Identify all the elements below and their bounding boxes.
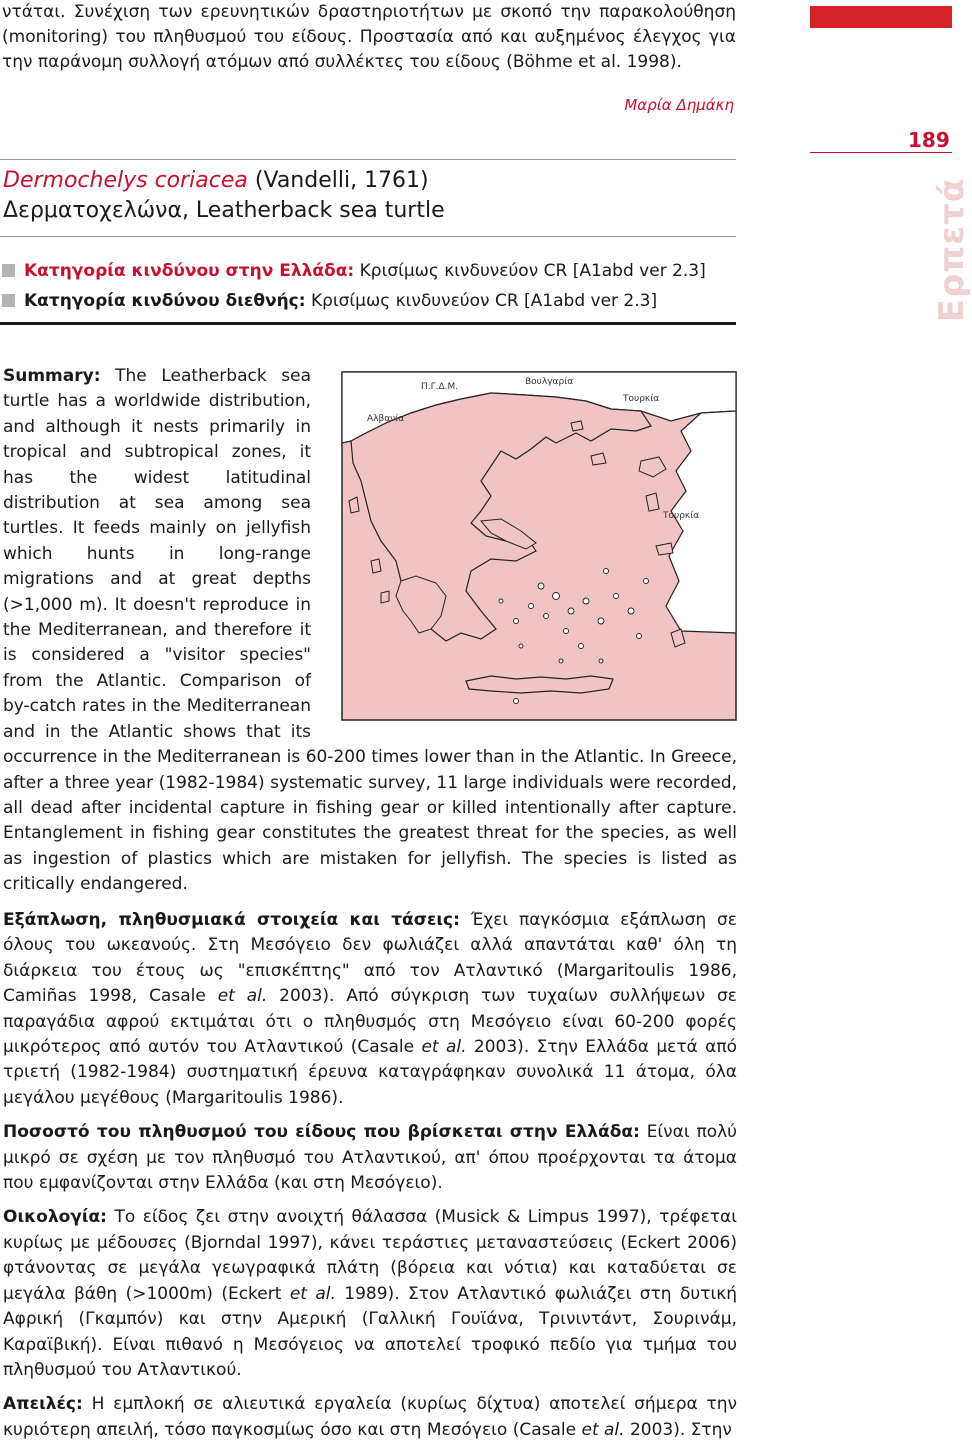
category-greece bbox=[2, 259, 706, 283]
map-float-spacer bbox=[349, 371, 737, 733]
etal: et al. bbox=[421, 1037, 467, 1058]
threats-text-1: Η εμπλοκή σε αλιευτικά εργαλεία (κυρίως δίχτυα) αποτελεί σήμερα την κυριότερη απειλή, τόσο παγκοσμίως όσο και στη Μεσόγειο (Casale bbox=[3, 1394, 737, 1440]
common-names: Δερματοχελώνα, Leatherback sea turtle bbox=[3, 198, 445, 223]
title-top-rule bbox=[0, 159, 736, 160]
ecology-paragraph bbox=[3, 1205, 737, 1383]
distribution-label: Εξάπλωση, πληθυσμιακά στοιχεία και τάσεις: bbox=[3, 910, 460, 930]
summary-label: Summary: bbox=[3, 366, 101, 386]
category-international-value: Κρισίμως κινδυνεύον CR [A1abd ver 2.3] bbox=[310, 291, 658, 311]
title-bottom-rule bbox=[0, 236, 736, 237]
threats-paragraph bbox=[3, 1392, 737, 1443]
square-bullet-icon bbox=[2, 294, 15, 307]
percentage-text: Είναι πολύ μικρό σε σχέση με τον πληθυσμό του Ατλαντικού, απ' όπου προέρχονται τα άτομα που εμφανίζονται στην Ελλάδα (και στη Μεσόγειο). bbox=[3, 1122, 737, 1194]
map-label-albania: Αλβανία bbox=[367, 414, 405, 424]
distribution-text-1: Έχει παγκόσμια εξάπλωση σε όλους του ωκεανούς. Στη Μεσόγειο δεν φωλιάζει αλλά απαντάται καθ' όλη τη διάρκεια του έτους ως "επισκέπτης" από τον Ατλαντικό (Margaritoulis 1986, Camiñas 1998, Casale bbox=[3, 910, 737, 1007]
category-international-label: Κατηγορία κινδύνου διεθνής: bbox=[24, 291, 306, 311]
scientific-name: Dermochelys coriacea bbox=[3, 168, 248, 193]
etal: et al. bbox=[217, 986, 268, 1007]
etal: et al. bbox=[581, 1419, 625, 1440]
summary-text: The Leatherback sea turtle has a worldwide distribution, and although it nests primarily in tropical and subtropical zones, it has the widest latitudinal distribution at sea among sea turtles. It feeds mainly on jellyfish which hunts in long-range migrations and at great depths (>1,000 m). It doesn't reproduce in the Mediterranean, and therefore it is considered a "visitor species" from the Atlantic. Comparison of by-catch rates in the Mediterranean and in the Atlantic shows that its occurrence in the Mediterranean is 60-200 times lower than in the Atlantic. In Greece, after a three year (1982-1984) systematic survey, 11 large individuals were recorded, all dead after incidental capture in fishing gear or killed intentionally after capture. Entanglement in fishing gear constitutes the greatest threat for the species, as well as ingestion of plastics which are mistaken for jellyfish. The species is listed as critically endangered. bbox=[3, 366, 737, 895]
species-authority: (Vandelli, 1761) bbox=[254, 168, 429, 193]
species-title bbox=[3, 167, 429, 195]
page-number: 189 bbox=[908, 128, 950, 152]
category-greece-value: Κρισίμως κινδυνεύον CR [A1abd ver 2.3] bbox=[359, 261, 706, 281]
author-name: Μαρία Δημάκη bbox=[624, 96, 734, 114]
category-rule bbox=[0, 322, 736, 325]
percentage-label: Ποσοστό του πληθυσμού του είδους που βρίσκεται στην Ελλάδα: bbox=[3, 1122, 640, 1143]
body-sections bbox=[3, 908, 737, 1452]
threats-text-2: 2003). Στην bbox=[624, 1419, 732, 1440]
category-greece-label: Κατηγορία κινδύνου στην Ελλάδα: bbox=[24, 261, 355, 281]
map-label-turkey-north: Τουρκία bbox=[623, 394, 660, 404]
ecology-text-1: Το είδος ζει στην ανοιχτή θάλασσα (Musick & Limpus 1997), τρέφεται κυρίως με μέδουσες (Bjorndal 1997), κάνει τεράστιες μεταναστεύσεις (Eckert 2006) φτάνοντας σε μεγάλα γεωγραφικά πλάτη (βόρεια και νότια) και καταδύεται σε μεγάλα βάθη (>1000m) (Eckert bbox=[3, 1207, 737, 1304]
ecology-text-2: 1989). Στον Ατλαντικό φωλιάζει στη δυτική Αφρική (Γκαμπόν) και στην Αμερική (Γαλλική Γουϊάνα, Τρινιντάντ, Σουρινάμ, Καραϊβική). Είναι πιθανό η Μεσόγειος να αποτελεί τροφικό πεδίο για τμήμα του πληθυσμού του Ατλαντικού. bbox=[3, 1283, 737, 1380]
category-international bbox=[2, 289, 657, 313]
threats-label: Απειλές: bbox=[3, 1394, 83, 1415]
distribution-text-2: 2003). Από σύγκριση των τυχαίων συλλήψεων σε παραγάδια αφρού εκτιμάται ότι ο πληθυσμός στη Μεσόγειο είναι 60-200 φορές μικρότερος από αυτόν του Ατλαντικού (Casale bbox=[3, 986, 737, 1058]
distribution-paragraph bbox=[3, 908, 737, 1111]
map-label-fyrom: Π.Γ.Δ.Μ. bbox=[421, 382, 459, 392]
percentage-paragraph bbox=[3, 1120, 737, 1196]
square-bullet-icon bbox=[2, 264, 15, 277]
summary-paragraph bbox=[3, 364, 737, 898]
etal: et al. bbox=[289, 1283, 336, 1304]
map-label-turkey-east: Τουρκία bbox=[663, 511, 700, 521]
header-red-bar bbox=[810, 6, 952, 28]
intro-paragraph: ντάται. Συνέχιση των ερευνητικών δραστηριοτήτων με σκοπό την παρακολούθηση (monitoring) του πληθυσμού του είδους. Προστασία από και αυξημένος έλεγχος για την παράνομη συλλογή ατόμων από συλλέκτες του είδους (Böhme et al. 1998). bbox=[2, 2, 736, 72]
map-label-bulgaria: Βουλγαρία bbox=[525, 377, 574, 387]
section-label: Ερπετά bbox=[932, 177, 972, 323]
page-number-rule bbox=[810, 152, 952, 153]
distribution-text-3: 2003). Στην Ελλάδα μετά από τριετή (1982-1984) συστηματική έρευνα καταγράφηκαν συνολικά 11 άτομα, όλα μεγάλου μεγέθους (Margaritoulis 1986). bbox=[3, 1037, 738, 1108]
ecology-label: Οικολογία: bbox=[3, 1207, 107, 1228]
